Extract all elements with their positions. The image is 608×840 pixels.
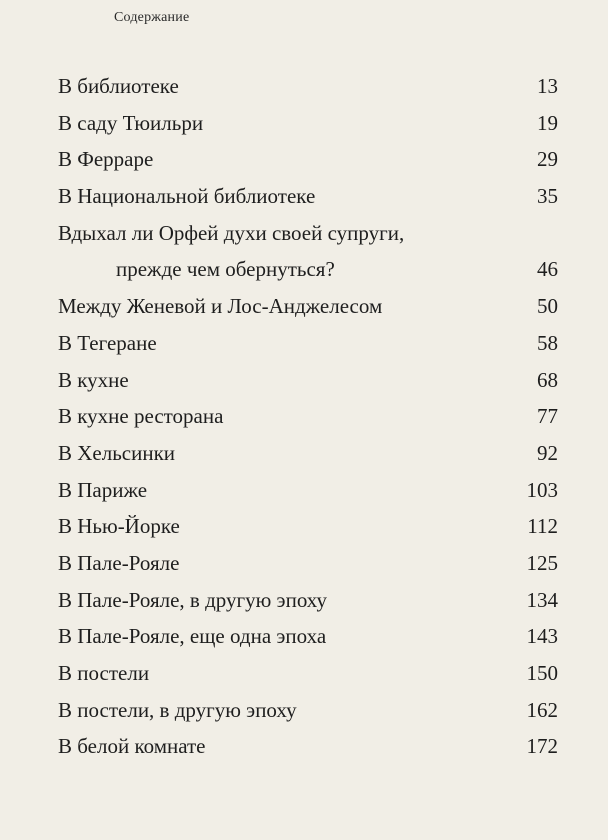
toc-entry-title: В Тегеране — [58, 330, 157, 355]
toc-entry-page: 13 — [537, 74, 558, 98]
toc-entry — [58, 618, 558, 655]
toc-entry-page: 150 — [526, 661, 558, 685]
toc-entry-title: В Пале-Рояле, еще одна эпоха — [58, 624, 327, 649]
toc-entry — [58, 178, 558, 215]
toc-entry — [58, 545, 558, 582]
toc-entry-title: Вдыхал ли Орфей духи своей супруги, — [58, 220, 405, 245]
toc-entry-page: 77 — [537, 404, 558, 429]
toc-entry-page: 29 — [537, 147, 558, 172]
toc-entry-title: В саду Тюильри — [58, 110, 204, 135]
toc-entry — [58, 362, 558, 399]
toc-entry — [58, 105, 558, 142]
toc-entry-page: 58 — [537, 330, 558, 355]
toc-entry — [58, 472, 558, 509]
toc-entry-title: В кухне ресторана — [58, 404, 224, 429]
toc-entry — [58, 582, 558, 619]
toc-entry-title: В постели — [58, 661, 150, 685]
toc-entry — [58, 655, 558, 692]
toc-entry-title: В кухне — [58, 367, 129, 392]
table-of-contents — [58, 68, 558, 765]
toc-entry-continuation — [58, 251, 558, 288]
toc-entry — [58, 728, 558, 765]
toc-entry-page: 103 — [526, 477, 558, 502]
toc-entry-title: В Ферраре — [58, 147, 154, 172]
toc-entry-page: 19 — [537, 110, 558, 135]
toc-entry-page: 68 — [537, 367, 558, 392]
toc-entry — [58, 141, 558, 178]
toc-entry-page: 143 — [526, 624, 558, 649]
toc-entry — [58, 508, 558, 545]
toc-entry-title: В Нью-Йорке — [58, 514, 180, 539]
toc-entry-title: В Хельсинки — [58, 440, 176, 465]
toc-entry — [58, 398, 558, 435]
toc-entry-title: В Пале-Рояле — [58, 550, 180, 575]
toc-entry-page: 46 — [537, 257, 558, 282]
toc-entry-page: 172 — [526, 734, 558, 759]
toc-entry-title: В Париже — [58, 477, 148, 502]
toc-entry-page: 50 — [537, 294, 558, 319]
toc-entry-title: Между Женевой и Лос-Анджелесом — [58, 294, 383, 319]
toc-entry-title: В Национальной библиотеке — [58, 184, 316, 209]
toc-entry-page: 134 — [526, 587, 558, 612]
toc-entry-title: прежде чем обернуться? — [116, 257, 335, 282]
toc-entry-page: 125 — [526, 550, 558, 575]
toc-entry-title: В библиотеке — [58, 74, 179, 98]
toc-entry — [58, 435, 558, 472]
toc-entry — [58, 325, 558, 362]
toc-entry-title: В Пале-Рояле, в другую эпоху — [58, 587, 327, 612]
toc-entry — [58, 215, 558, 252]
toc-entry — [58, 68, 558, 105]
toc-entry-title: В постели, в другую эпоху — [58, 697, 297, 722]
toc-entry — [58, 692, 558, 729]
toc-entry-page: 35 — [537, 184, 558, 209]
toc-entry — [58, 288, 558, 325]
toc-entry-page: 112 — [527, 514, 558, 539]
toc-entry-page: 92 — [537, 440, 558, 465]
toc-entry-page: 162 — [526, 697, 558, 722]
running-head: Содержание — [114, 10, 190, 25]
toc-entry-title: В белой комнате — [58, 734, 206, 759]
